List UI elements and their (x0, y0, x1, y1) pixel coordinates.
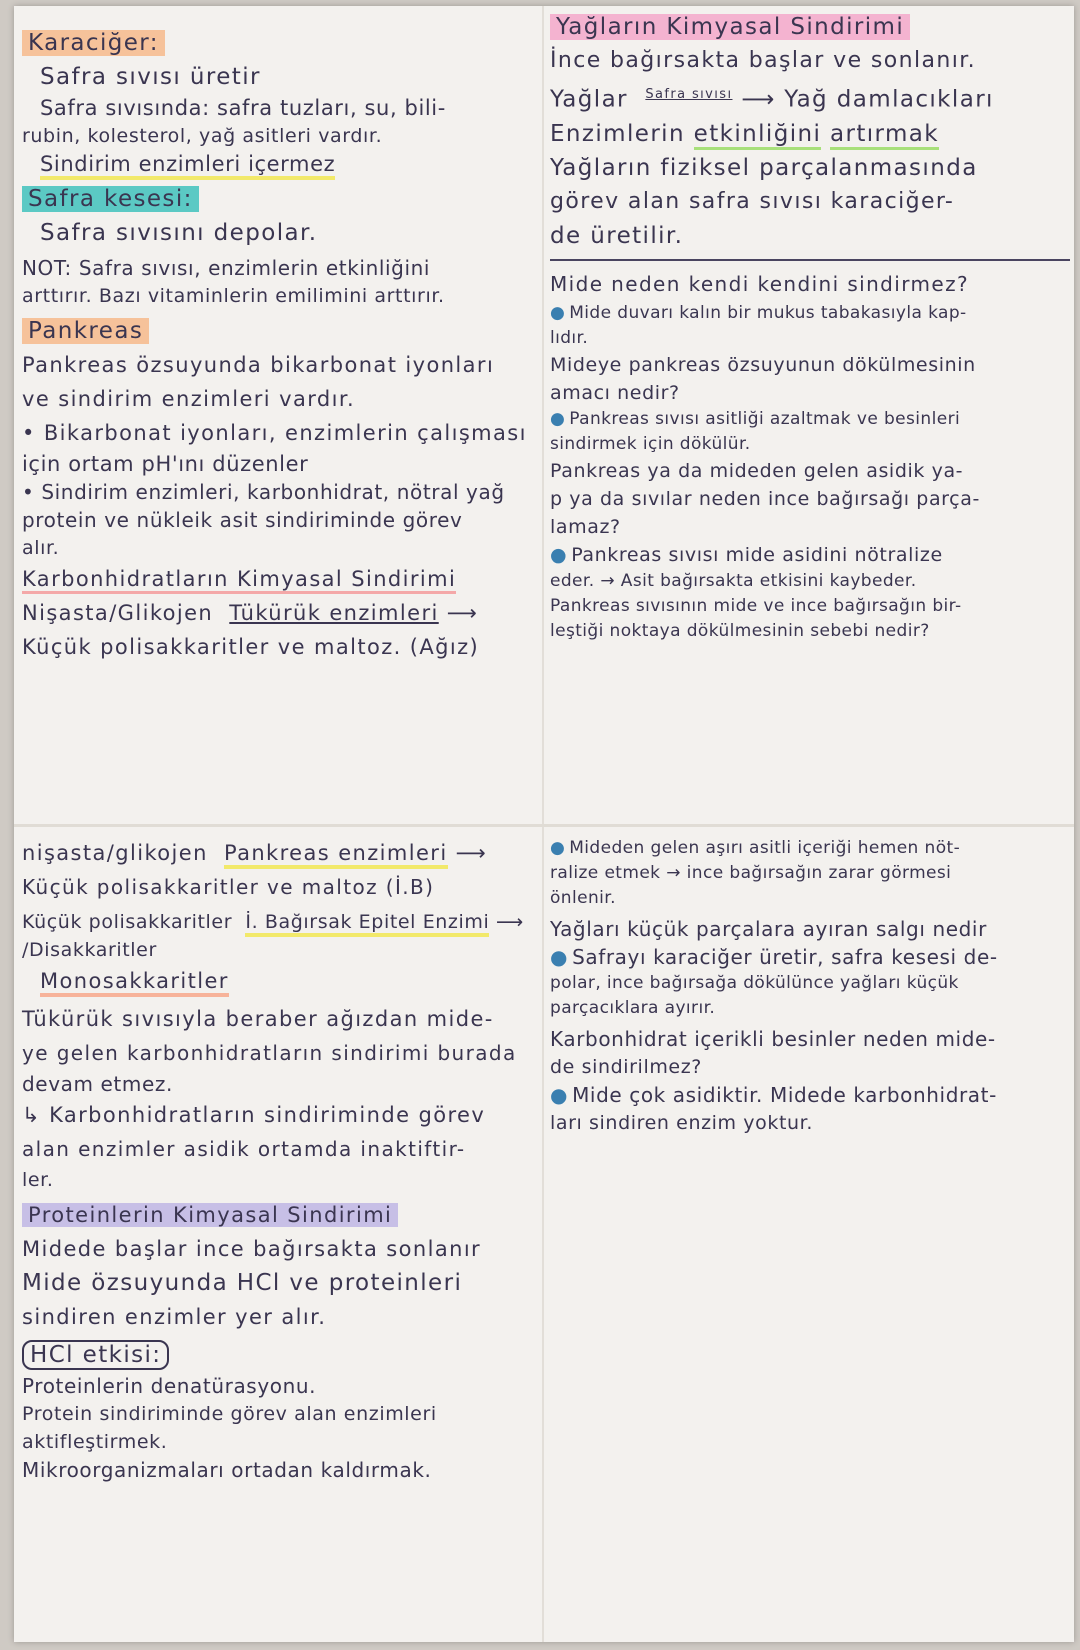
pankreas-line: alır. (22, 537, 60, 559)
answer-4: önlenir. (550, 888, 616, 908)
pankreas-enzim-line: Küçük polisakkaritler ve maltoz (İ.B) (22, 875, 435, 899)
answer-6: ● Mide çok asidiktir. Midede karbonhidrat- (550, 1083, 997, 1107)
pankreas-heading: Pankreas (22, 316, 542, 346)
pankreas-line: için ortam pH'ını düzenler (22, 452, 309, 476)
question-6: de sindirilmez? (550, 1056, 702, 1078)
hcl-line: Protein sindiriminde görev alan enzimleri (22, 1403, 437, 1425)
right-top-column (550, 12, 1070, 646)
pankreas-line: Pankreas özsuyunda bikarbonat iyonları (22, 353, 495, 377)
karaciger-line: rubin, kolesterol, yağ asitleri vardır. (22, 125, 383, 147)
question-1: Mide neden kendi kendini sindirmez? (550, 271, 970, 296)
tukuruk-line: ler. (22, 1169, 54, 1191)
left-bottom-column (22, 838, 542, 1486)
answer-5: polar, ince bağırsağa dökülünce yağları küçük (550, 973, 959, 993)
yag-line: görev alan safra sıvısı karaciğer- (550, 188, 955, 214)
answer-5: ● Safrayı karaciğer üretir, safra kesesi de- (550, 945, 998, 969)
question-3: Pankreas ya da mideden gelen asidik ya- (550, 459, 964, 482)
hcl-line: Proteinlerin denatürasyonu. (22, 1374, 317, 1398)
answer-6: ları sindiren enzim yoktur. (550, 1112, 813, 1134)
karbonhidrat-line: Nişasta/Glikojen Tükürük enzimleri ⟶ (22, 601, 479, 625)
question-4: Pankreas sıvısının mide ve ince bağırsağın bir- (550, 595, 962, 616)
pankreas-line: ve sindirim enzimleri vardır. (22, 387, 356, 411)
question-3: p ya da sıvılar neden ince bağırsağı parça- (550, 487, 980, 510)
pankreas-line: protein ve nükleik asit sindiriminde görev (22, 508, 463, 532)
notebook-page (14, 6, 1074, 1642)
question-2: amacı nedir? (550, 381, 680, 404)
yag-heading: Yağların Kimyasal Sindirimi (550, 12, 1070, 42)
safra-kesesi-heading: Safra kesesi: (22, 184, 542, 214)
safra-kesesi-line: Safra sıvısını depolar. (40, 220, 318, 246)
hcl-heading: HCl etkisi: (22, 1340, 542, 1370)
answer-3: ● Pankreas sıvısı mide asidini nötralize (550, 543, 943, 566)
yag-line: İnce bağırsakta başlar ve sonlanır. (550, 48, 977, 73)
yag-line: de üretilir. (550, 222, 684, 249)
karbonhidrat-heading: Karbonhidratların Kimyasal Sindirimi (22, 564, 542, 594)
question-3: lamaz? (550, 515, 621, 538)
tukuruk-line: Tükürük sıvısıyla beraber ağızdan mide- (22, 1007, 494, 1031)
monosakkaritler: Monosakkaritler (22, 966, 542, 996)
karaciger-line: Safra sıvısında: safra tuzları, su, bili- (40, 96, 446, 120)
karaciger-heading: Karaciğer: (22, 28, 542, 58)
pankreas-line: • Bikarbonat iyonları, enzimlerin çalışması (22, 421, 527, 445)
question-4: leştiği noktaya dökülmesinin sebebi nedir? (550, 620, 930, 641)
tukuruk-line: alan enzimler asidik ortamda inaktiftir- (22, 1137, 466, 1161)
hcl-line: aktifleştirmek. (22, 1431, 168, 1453)
karaciger-line: Sindirim enzimleri içermez (22, 152, 542, 176)
answer-5: parçacıklara ayırır. (550, 998, 716, 1018)
left-top-column (22, 28, 542, 666)
tukuruk-line: ye gelen karbonhidratların sindirimi burada (22, 1041, 517, 1065)
protein-line: sindiren enzimler yer alır. (22, 1305, 327, 1329)
answer-2: sindirmek için dökülür. (550, 433, 751, 454)
tukuruk-line: ↳ Karbonhidratların sindiriminde görev (22, 1103, 486, 1127)
yag-line: Yağların fiziksel parçalanmasında (550, 154, 978, 181)
answer-2: ● Pankreas sıvısı asitliği azaltmak ve besinleri (550, 408, 961, 429)
not-line: NOT: Safra sıvısı, enzimlerin etkinliğini (22, 256, 431, 280)
answer-1: ● Mide duvarı kalın bir mukus tabakasıyla kap- (550, 302, 967, 323)
pankreas-enzim-line: nişasta/glikojen Pankreas enzimleri ⟶ (22, 838, 542, 868)
answer-1: lıdır. (550, 327, 589, 348)
divider (550, 259, 1070, 261)
protein-heading: Proteinlerin Kimyasal Sindirimi (22, 1200, 542, 1230)
question-6: Karbonhidrat içerikli besinler neden mide- (550, 1027, 996, 1051)
answer-4: ● Mideden gelen aşırı asitli içeriği hemen nöt- (550, 838, 961, 858)
tukuruk-line: devam etmez. (22, 1072, 173, 1096)
yag-line: Yağlar $^{Safra sıvısı}$ ⟶ Yağ damlacıkları (550, 86, 994, 113)
protein-line: Midede başlar ince bağırsakta sonlanır (22, 1237, 482, 1261)
not-line: arttırır. Bazı vitaminlerin emilimini arttırır. (22, 285, 445, 307)
karbonhidrat-line: Küçük polisakkaritler ve maltoz. (Ağız) (22, 635, 480, 659)
right-bottom-column (550, 838, 1070, 1139)
pankreas-line: • Sindirim enzimleri, karbonhidrat, nötral yağ (22, 480, 505, 504)
question-5: Yağları küçük parçalara ayıran salgı nedir (550, 917, 987, 941)
karaciger-line: Safra sıvısı üretir (40, 64, 261, 90)
fold-line-horizontal (14, 824, 1074, 827)
answer-4: ralize etmek → ince bağırsağın zarar görmesi (550, 863, 952, 883)
epitel-line: Küçük polisakkaritler İ. Bağırsak Epitel Enzimi ⟶ (22, 910, 542, 934)
protein-line: Mide özsuyunda HCl ve proteinleri (22, 1270, 463, 1296)
epitel-line: /Disakkaritler (22, 939, 157, 961)
answer-3: eder. → Asit bağırsakta etkisini kaybeder. (550, 570, 917, 591)
question-2: Mideye pankreas özsuyunun dökülmesinin (550, 353, 976, 376)
yag-line: Enzimlerin etkinliğini artırmak (550, 119, 1070, 149)
hcl-line: Mikroorganizmaları ortadan kaldırmak. (22, 1458, 432, 1482)
